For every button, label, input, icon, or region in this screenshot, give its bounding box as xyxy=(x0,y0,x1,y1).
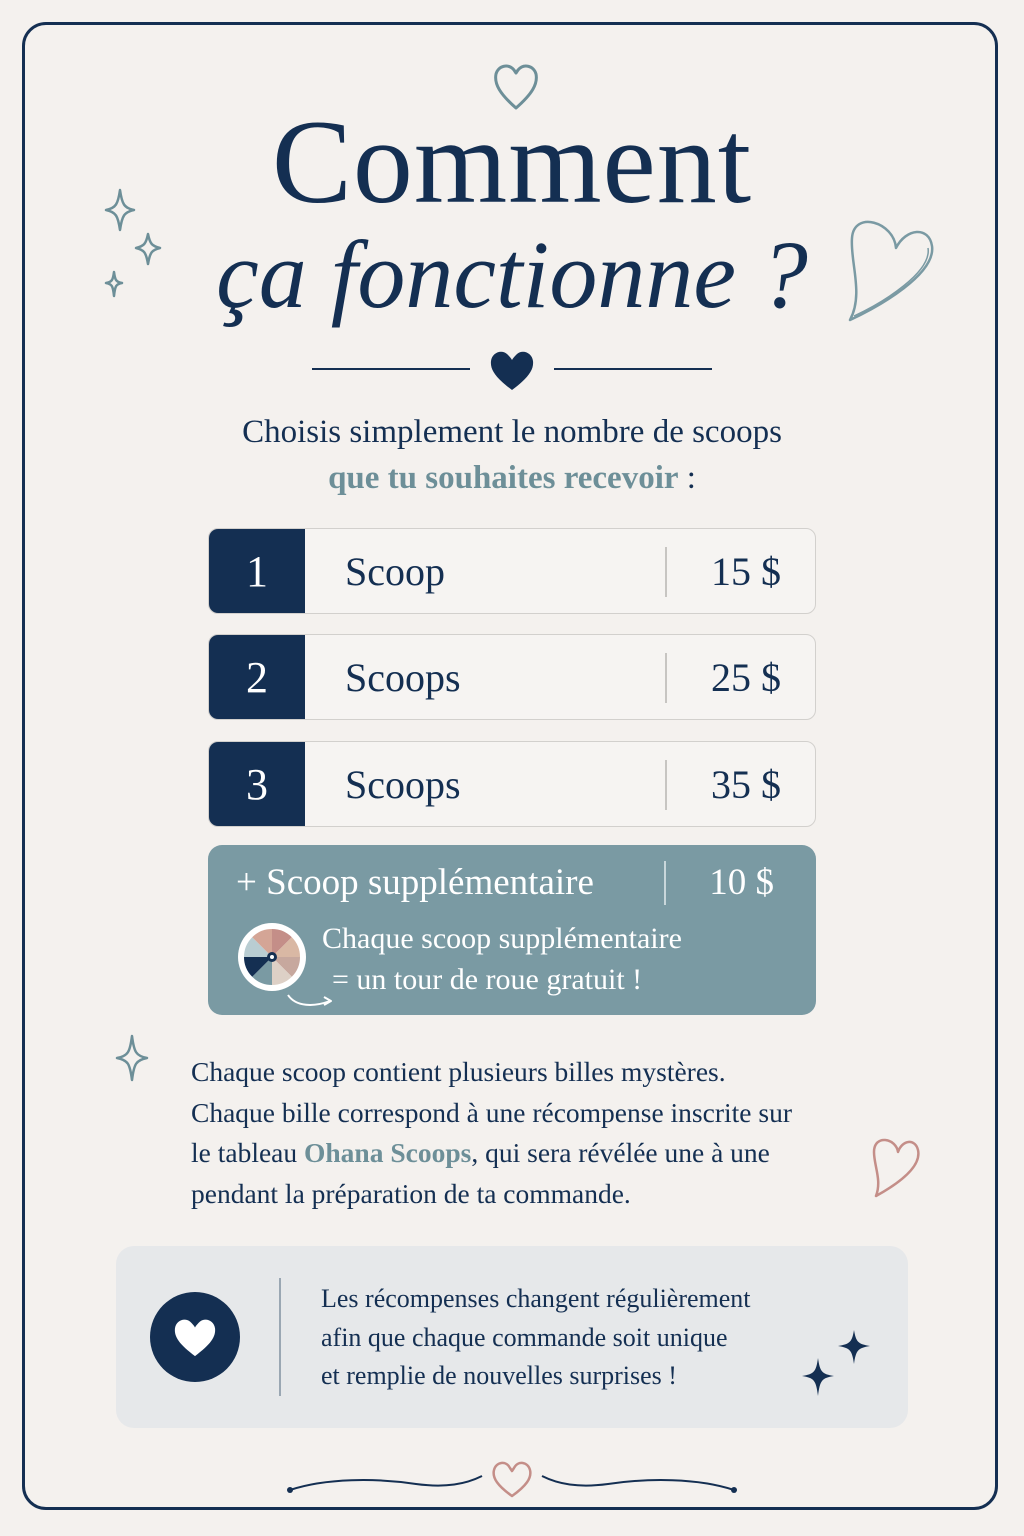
description-paragraph xyxy=(191,1052,891,1214)
description-line3 xyxy=(191,1133,891,1174)
description-line3-start: le tableau xyxy=(191,1137,304,1168)
option-price: 35 $ xyxy=(711,761,781,807)
note-line3: et remplie de nouvelles surprises ! xyxy=(321,1361,677,1390)
option-label: Scoop xyxy=(345,548,445,594)
note-line1: Les récompenses changent régulièrement xyxy=(321,1284,751,1313)
description-line3-end: , qui sera révélée une à une xyxy=(471,1137,770,1168)
divider-right xyxy=(554,368,712,370)
extra-scoop-label: + Scoop supplémentaire xyxy=(236,862,594,903)
rewards-note-box xyxy=(116,1246,908,1428)
option-separator xyxy=(665,653,667,703)
heart-badge xyxy=(150,1292,240,1382)
flourish-divider xyxy=(286,1454,738,1504)
brand-name: Ohana Scoops xyxy=(304,1137,472,1168)
option-price: 15 $ xyxy=(711,548,781,594)
extra-note-line1: Chaque scoop supplémentaire xyxy=(322,922,682,955)
option-separator xyxy=(665,547,667,597)
intro-colon: : xyxy=(678,460,696,496)
description-line1: Chaque scoop contient plusieurs billes mystères. xyxy=(191,1056,726,1087)
note-separator xyxy=(279,1278,281,1396)
heart-icon xyxy=(488,348,536,392)
sparkle-icon xyxy=(114,1034,150,1082)
option-number: 2 xyxy=(209,635,305,719)
description-line4: pendant la préparation de ta commande. xyxy=(191,1177,631,1209)
page-title-line1: Comment xyxy=(271,95,753,228)
option-number: 3 xyxy=(209,742,305,826)
sparkle-icon xyxy=(800,1328,874,1400)
divider-left xyxy=(312,368,470,370)
extra-note-line2: = un tour de roue gratuit ! xyxy=(332,963,643,996)
extra-separator xyxy=(664,861,666,905)
note-line2: afin que chaque commande soit unique xyxy=(321,1322,728,1352)
option-label: Scoops xyxy=(345,654,461,700)
heart-icon xyxy=(172,1316,218,1358)
option-row-1[interactable] xyxy=(208,528,816,614)
intro-line1: Choisis simplement le nombre de scoops xyxy=(242,414,782,450)
extra-scoop-price: 10 $ xyxy=(709,862,774,903)
option-label: Scoops xyxy=(345,761,461,807)
option-row-3[interactable] xyxy=(208,741,816,827)
description-line2: Chaque bille correspond à une récompense inscrite sur xyxy=(191,1096,792,1128)
option-separator xyxy=(665,760,667,810)
heart-outline-icon xyxy=(868,1132,926,1202)
option-row-2[interactable] xyxy=(208,634,816,720)
intro-line2 xyxy=(0,456,1024,500)
option-price: 25 $ xyxy=(711,654,781,700)
intro-highlight: que tu souhaites recevoir xyxy=(328,460,679,496)
extra-scoop-box[interactable] xyxy=(208,845,816,1015)
option-number: 1 xyxy=(209,529,305,613)
page-title-line2: ça fonctionne ? xyxy=(216,221,808,328)
